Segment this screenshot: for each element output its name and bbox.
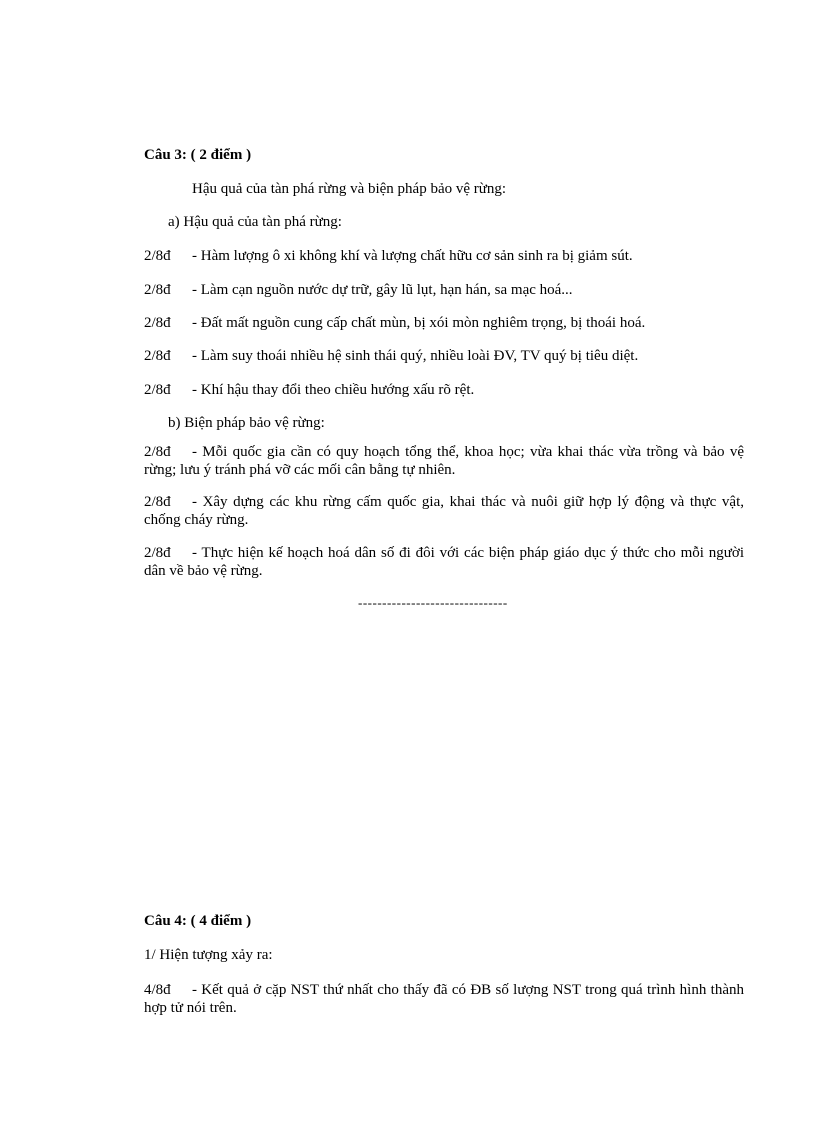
measure-text: - Thực hiện kế hoạch hoá dân số đi đôi với các biện pháp giáo dục ý thức cho mỗi người dân về bảo vệ rừng. (144, 545, 744, 579)
score-label: 2/8đ (144, 282, 171, 298)
score-label: 2/8đ (144, 545, 171, 561)
section-separator: ------------------------------- (358, 595, 508, 610)
measure-item (144, 544, 744, 580)
score-label: 2/8đ (144, 382, 171, 398)
section-b-heading: b) Biện pháp bảo vệ rừng: (168, 415, 325, 431)
consequence-item: - Khí hậu thay đổi theo chiều hướng xấu rõ rệt. (192, 382, 475, 398)
score-label: 2/8đ (144, 444, 171, 460)
score-label: 2/8đ (144, 248, 171, 264)
score-label: 2/8đ (144, 348, 171, 364)
phenomenon-text: - Kết quả ở cặp NST thứ nhất cho thấy đã có ĐB số lượng NST trong quá trình hình thành hợp tử nói trên. (144, 982, 744, 1016)
question-3-title: Câu 3: ( 2 điểm ) (144, 147, 252, 163)
consequence-item: - Đất mất nguồn cung cấp chất mùn, bị xói mòn nghiêm trọng, bị thoái hoá. (192, 315, 646, 331)
score-label: 2/8đ (144, 315, 171, 331)
consequence-item: - Làm suy thoái nhiều hệ sinh thái quý, nhiều loài ĐV, TV quý bị tiêu diệt. (192, 348, 639, 364)
question-3-intro: Hậu quả của tàn phá rừng và biện pháp bảo vệ rừng: (192, 181, 507, 197)
consequence-item: - Làm cạn nguồn nước dự trữ, gây lũ lụt, hạn hán, sa mạc hoá... (192, 282, 573, 298)
measure-item (144, 443, 744, 479)
score-label: 2/8đ (144, 494, 171, 510)
measure-text: - Mỗi quốc gia cần có quy hoạch tổng thể, khoa học; vừa khai thác vừa trồng và bảo vệ rừng; lưu ý tránh phá vỡ các mối cân bằng tự nhiên. (144, 444, 744, 478)
section-a-heading: a) Hậu quả của tàn phá rừng: (168, 214, 342, 230)
question-4-title: Câu 4: ( 4 điểm ) (144, 913, 252, 929)
measure-text: - Xây dựng các khu rừng cấm quốc gia, khai thác và nuôi giữ hợp lý động và thực vật, chống cháy rừng. (144, 494, 744, 528)
question-4-subheading: 1/ Hiện tượng xảy ra: (144, 947, 273, 963)
phenomenon-item (144, 981, 744, 1017)
consequence-item: - Hàm lượng ô xi không khí và lượng chất hữu cơ sản sinh ra bị giảm sút. (192, 248, 633, 264)
score-label: 4/8đ (144, 982, 171, 998)
measure-item (144, 493, 744, 529)
